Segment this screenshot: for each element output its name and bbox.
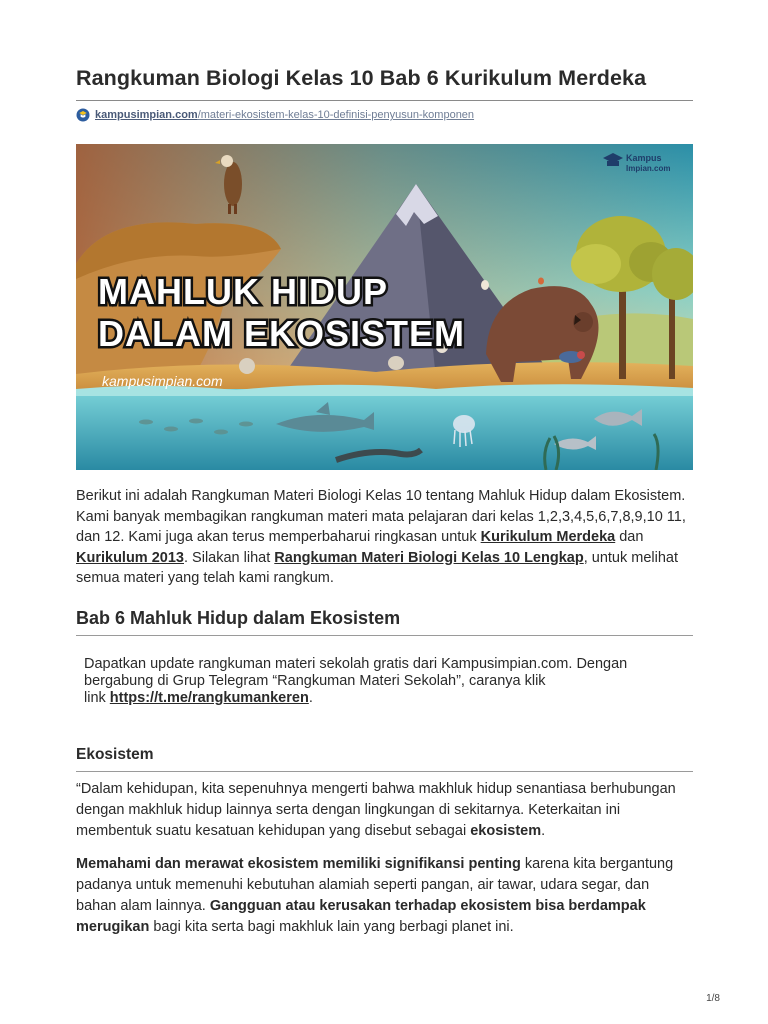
- hero-image: [76, 144, 693, 470]
- svg-text:Kampus: Kampus: [626, 153, 662, 163]
- source-domain[interactable]: kampusimpian.com: [95, 109, 198, 121]
- telegram-notice: Dapatkan update rangkuman materi sekolah gratis dari Kampusimpian.com. Dengan bergabung di Grup Telegram “Rangkuman Materi Sekolah”, caranya klik link https://t.me/rangkumankeren.: [84, 656, 628, 706]
- section-heading: Bab 6 Mahluk Hidup dalam Ekosistem: [76, 608, 401, 628]
- ekosistem-paragraph: “Dalam kehidupan, kita sepenuhnya mengerti bahwa makhluk hidup senantiasa berhubungan dengan makhluk hidup lainnya serta dengan lingkungan di sekitarnya. Keterkaitan ini membentuk suatu kesatuan kehidupan yang disebut sebagai ekosistem.: [76, 781, 676, 839]
- telegram-link[interactable]: https://t.me/rangkumankeren: [109, 690, 309, 706]
- source-url[interactable]: [76, 107, 474, 123]
- title-divider: [76, 100, 693, 101]
- page-title: Rangkuman Biologi Kelas 10 Bab 6 Kurikulum Merdeka: [76, 66, 647, 90]
- subsection-heading: Ekosistem: [76, 746, 154, 763]
- link-rangkuman-lengkap[interactable]: Rangkuman Materi Biologi Kelas 10 Lengkap: [274, 549, 584, 566]
- source-path[interactable]: /materi-ekosistem-kelas-10-definisi-penyusun-komponen: [197, 109, 475, 121]
- subsection-divider: [76, 771, 693, 772]
- svg-text:Impian.com: Impian.com: [626, 164, 671, 173]
- kampusimpian-favicon-icon: [76, 108, 90, 122]
- intro-paragraph: Berikut ini adalah Rangkuman Materi Biologi Kelas 10 tentang Mahluk Hidup dalam Ekosistem. Kami banyak membagikan rangkuman materi mata pelajaran dari kelas 1,2,3,4,5,6,7,8,9,10 11, dan 12. Kami juga akan terus memperbaharui ringkasan untuk Kurikulum Merdeka dan Kurikulum 2013. Silakan lihat Rangkuman Materi Biologi Kelas 10 Lengkap, untuk melihat semua materi yang telah kami rangkum.: [76, 488, 686, 586]
- section-divider: [76, 635, 693, 636]
- hero-headline-line2: DALAM EKOSISTEM: [98, 313, 466, 354]
- hero-watermark: kampusimpian.com: [102, 373, 223, 389]
- importance-paragraph: Memahami dan merawat ekosistem memiliki signifikansi penting karena kita bergantung padanya untuk memenuhi kebutuhan alamiah seperti pangan, air tawar, udara segar, dan bahan alam lainnya. Gangguan atau kerusakan terhadap ekosistem bisa berdampak merugikan bagi kita serta bagi makhluk lain yang berbagi planet ini.: [76, 856, 674, 935]
- link-kurikulum-2013[interactable]: Kurikulum 2013: [76, 549, 184, 566]
- link-kurikulum-merdeka[interactable]: Kurikulum Merdeka: [480, 529, 616, 545]
- hero-headline-line1: MAHLUK HIDUP: [98, 271, 388, 312]
- page-number: 1/8: [706, 993, 720, 1004]
